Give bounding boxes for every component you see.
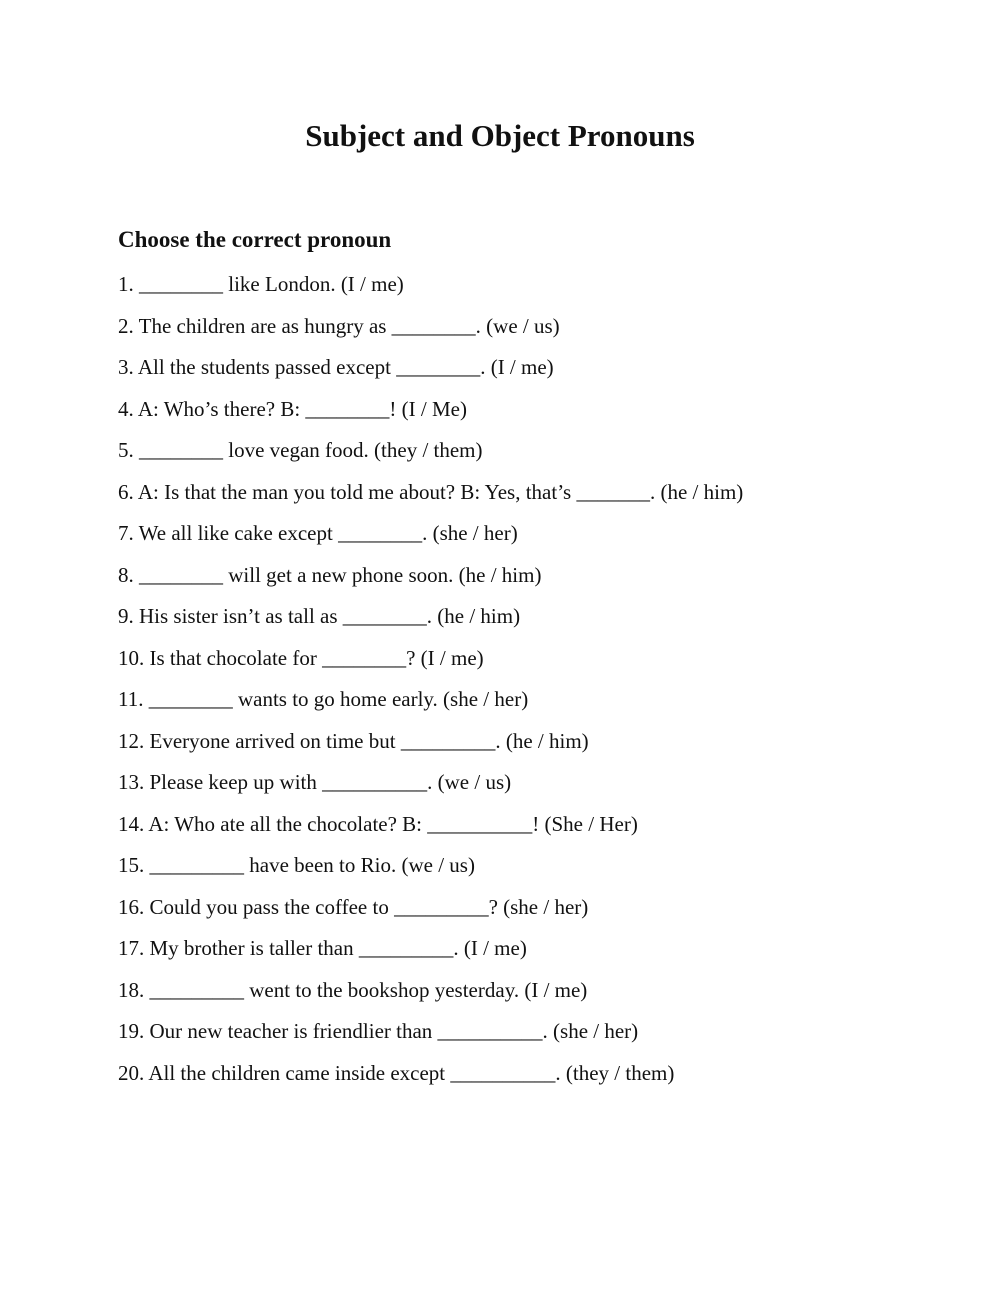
question-item: 13. Please keep up with __________. (we / us) xyxy=(118,770,512,794)
question-item: 11. ________ wants to go home early. (she / her) xyxy=(118,687,529,711)
question-list xyxy=(118,264,743,1094)
question-item: 10. Is that chocolate for ________? (I / me) xyxy=(118,645,484,670)
question-item: 3. All the students passed except ________. (I / me) xyxy=(118,355,554,379)
question-item: 15. _________ have been to Rio. (we / us) xyxy=(118,853,475,877)
question-item: 2. The children are as hungry as ________. (we / us) xyxy=(118,313,560,338)
question-item: 20. All the children came inside except __________. (they / them) xyxy=(118,1060,675,1085)
question-item: 5. ________ love vegan food. (they / them) xyxy=(118,438,483,462)
question-item: 18. _________ went to the bookshop yesterday. (I / me) xyxy=(118,977,588,1002)
question-item: 8. ________ will get a new phone soon. (he / him) xyxy=(118,562,542,587)
question-item: 7. We all like cake except ________. (she / her) xyxy=(118,521,518,545)
question-item: 4. A: Who’s there? B: ________! (I / Me) xyxy=(118,396,467,421)
question-item: 16. Could you pass the coffee to _________? (she / her) xyxy=(118,894,589,919)
question-item: 19. Our new teacher is friendlier than __________. (she / her) xyxy=(118,1019,639,1043)
question-item: 1. ________ like London. (I / me) xyxy=(118,272,404,296)
question-item: 6. A: Is that the man you told me about? B: Yes, that’s _______. (he / him) xyxy=(118,479,744,504)
question-item: 9. His sister isn’t as tall as ________. (he / him) xyxy=(118,604,521,628)
question-item: 12. Everyone arrived on time but _________. (he / him) xyxy=(118,728,589,753)
question-item: 17. My brother is taller than _________. (I / me) xyxy=(118,936,527,960)
question-item: 14. A: Who ate all the chocolate? B: __________! (She / Her) xyxy=(118,811,638,836)
instruction-heading: Choose the correct pronoun xyxy=(118,227,392,252)
page-title: Subject and Object Pronouns xyxy=(305,118,695,153)
